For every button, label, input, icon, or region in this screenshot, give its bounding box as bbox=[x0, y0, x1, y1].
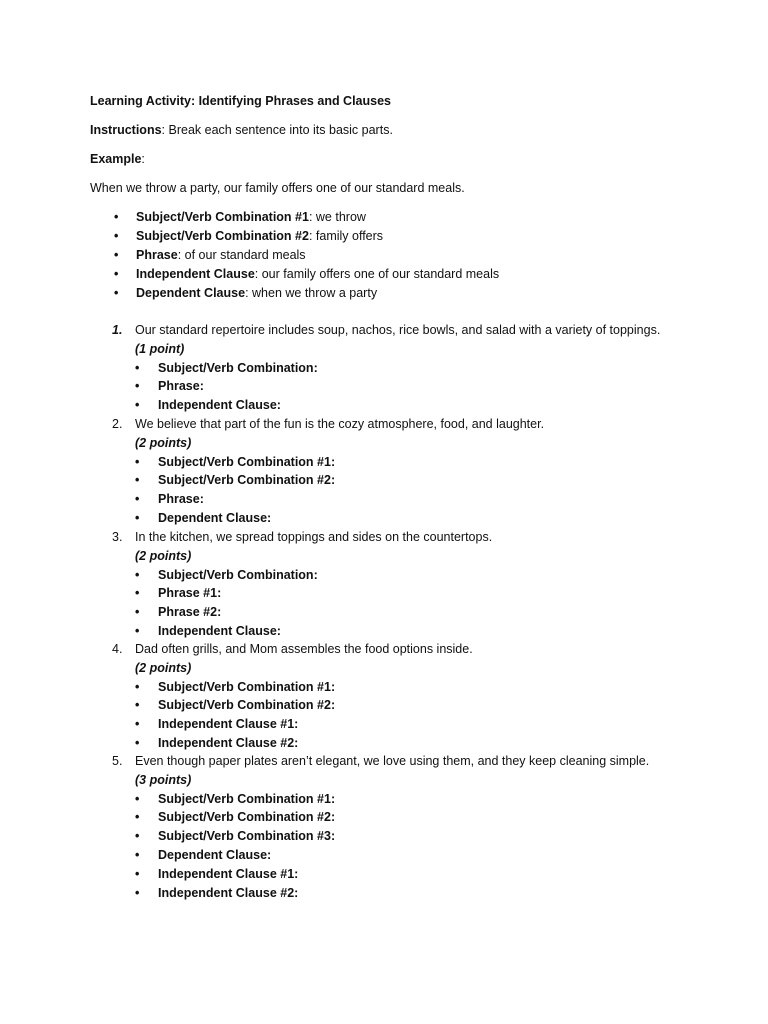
answer-item: • Phrase: bbox=[135, 490, 335, 509]
answer-item: • Independent Clause #1: bbox=[135, 865, 335, 884]
example-item-label: Dependent Clause bbox=[136, 285, 246, 300]
example-item bbox=[90, 246, 499, 265]
activity-title: Learning Activity: Identifying Phrases and Clauses bbox=[90, 94, 392, 108]
example-item-label: Subject/Verb Combination #2 bbox=[136, 228, 309, 243]
example-item bbox=[90, 208, 499, 227]
question-number: 5. bbox=[112, 754, 123, 768]
answer-item: • Subject/Verb Combination: bbox=[135, 359, 318, 378]
answer-item: • Dependent Clause: bbox=[135, 509, 335, 528]
question-number: 4. bbox=[112, 642, 123, 656]
answer-item: • Subject/Verb Combination: bbox=[135, 566, 318, 585]
answer-list bbox=[135, 453, 335, 528]
example-item-label: Independent Clause bbox=[136, 266, 255, 281]
example-item-value: : our family offers one of our standard meals bbox=[254, 266, 500, 281]
example-item-value: : we throw bbox=[308, 210, 366, 224]
example-item-value: : of our standard meals bbox=[177, 247, 306, 262]
example-item bbox=[90, 265, 499, 284]
question-points: (3 points) bbox=[135, 772, 192, 787]
answer-list bbox=[135, 566, 318, 641]
instructions-line bbox=[90, 121, 393, 140]
question-text: Even though paper plates aren’t elegant, we love using them, and they keep cleaning simple. bbox=[135, 754, 650, 768]
example-label: Example bbox=[90, 152, 142, 166]
answer-item: • Independent Clause #2: bbox=[135, 734, 335, 753]
question-points: (2 points) bbox=[135, 660, 192, 675]
answer-item: • Phrase #2: bbox=[135, 603, 318, 622]
answer-item: • Subject/Verb Combination #2: bbox=[135, 696, 335, 715]
answer-item: • Subject/Verb Combination #1: bbox=[135, 453, 335, 472]
question-points: (2 points) bbox=[135, 435, 192, 450]
answer-item: • Subject/Verb Combination #2: bbox=[135, 471, 335, 490]
answer-item: • Independent Clause: bbox=[135, 622, 318, 641]
question-number: 3. bbox=[112, 530, 123, 544]
answer-item: • Independent Clause #1: bbox=[135, 715, 335, 734]
instructions-text: : Break each sentence into its basic parts. bbox=[161, 123, 393, 137]
question-points: (1 point) bbox=[135, 341, 185, 356]
answer-list bbox=[135, 790, 335, 903]
question-points: (2 points) bbox=[135, 548, 192, 563]
example-item-value: : when we throw a party bbox=[245, 285, 378, 300]
answer-item: • Dependent Clause: bbox=[135, 846, 335, 865]
example-item-label: Phrase bbox=[136, 247, 178, 262]
question-number: 2. bbox=[112, 417, 123, 431]
question-text: In the kitchen, we spread toppings and sides on the countertops. bbox=[135, 530, 493, 544]
question-number: 1. bbox=[112, 323, 123, 337]
example-item-value: : family offers bbox=[308, 228, 384, 243]
example-item bbox=[90, 227, 499, 246]
question-text: Our standard repertoire includes soup, nachos, rice bowls, and salad with a variety of toppings. bbox=[135, 323, 661, 337]
example-label-suffix: : bbox=[141, 152, 145, 166]
answer-list bbox=[135, 678, 335, 753]
example-sentence: When we throw a party, our family offers one of our standard meals. bbox=[90, 181, 465, 195]
question-text: Dad often grills, and Mom assembles the food options inside. bbox=[135, 642, 473, 656]
question-text: We believe that part of the fun is the cozy atmosphere, food, and laughter. bbox=[135, 417, 545, 431]
answer-item: • Independent Clause: bbox=[135, 396, 318, 415]
answer-item: • Subject/Verb Combination #1: bbox=[135, 790, 335, 809]
answer-item: • Subject/Verb Combination #3: bbox=[135, 827, 335, 846]
answer-item: • Subject/Verb Combination #2: bbox=[135, 808, 335, 827]
example-heading bbox=[90, 150, 145, 169]
example-breakdown-list bbox=[90, 208, 499, 302]
instructions-label: Instructions bbox=[90, 123, 162, 137]
answer-item: • Independent Clause #2: bbox=[135, 884, 335, 903]
answer-item: • Phrase: bbox=[135, 377, 318, 396]
answer-list bbox=[135, 359, 318, 415]
example-item-label: Subject/Verb Combination #1 bbox=[136, 210, 309, 224]
example-item bbox=[90, 284, 499, 303]
answer-item: • Subject/Verb Combination #1: bbox=[135, 678, 335, 697]
answer-item: • Phrase #1: bbox=[135, 584, 318, 603]
